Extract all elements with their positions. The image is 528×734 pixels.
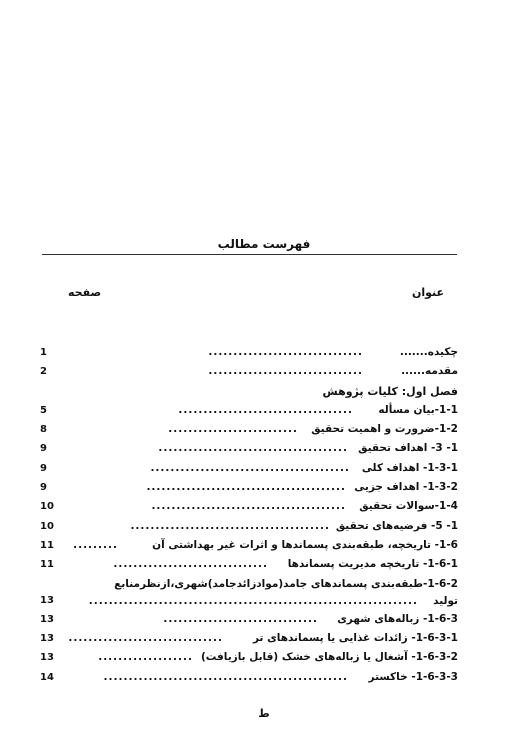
toc-entry-continued (40, 594, 458, 610)
toc-entry (40, 439, 458, 458)
toc-page-number: 9 (40, 462, 47, 474)
toc-leader: .......................... (168, 423, 298, 436)
toc-page-number: 9 (40, 443, 47, 455)
toc-page-number: 13 (40, 633, 54, 645)
toc-label: تولید (433, 594, 458, 607)
toc-entry (40, 610, 458, 629)
toc-leader: ............................... (208, 346, 363, 358)
toc-label: مقدمه...... (401, 365, 458, 378)
toc-entry (40, 555, 458, 574)
toc-leader: ....................................... (151, 500, 346, 513)
toc-entry (40, 478, 458, 497)
toc-label: 1-6-3-2- آشغال یا زباله‌های خشک (قابل بازیافت) (200, 651, 458, 664)
toc-leader: ...................................... (158, 442, 348, 455)
toc-page-number: 8 (40, 424, 47, 436)
page-number-footer: ط (258, 707, 270, 720)
toc-label: 1-6-3-3- خاکستر (368, 670, 458, 683)
toc-leader: ......... (73, 538, 118, 551)
toc-leader: ............................... (163, 612, 318, 625)
toc-entry (40, 459, 458, 478)
toc-leader: ................... (98, 651, 193, 664)
page-title: فهرست مطالب (217, 237, 311, 251)
toc-page-number: 2 (40, 366, 47, 378)
toc-leader: ............................... (68, 632, 223, 645)
toc-label: 1-6-3- زباله‌های شهری (337, 612, 458, 625)
toc-leader: ................................... (178, 403, 353, 416)
toc-page-number: 13 (40, 613, 54, 625)
toc-leader: ........................................ (150, 461, 350, 474)
toc-entry (40, 401, 458, 420)
toc-label: 1-2-ضرورت و اهمیت تحقیق (311, 423, 458, 436)
toc-entry-abstract (40, 343, 458, 362)
toc-entry (40, 517, 458, 536)
toc-label: 1-6-1- تاریخچه مدیریت پسماندها (287, 558, 458, 571)
toc-label: 1-6-3-1- زائدات غذایی یا پسماندهای تر (253, 632, 458, 645)
toc-page-number: 10 (40, 520, 54, 532)
toc-page-number: 11 (40, 539, 54, 551)
toc-entry (40, 648, 458, 667)
toc-page-number: 13 (40, 594, 54, 606)
toc-label: فصل اول: کلیات پژوهش (322, 384, 458, 398)
toc-chapter-heading (40, 382, 458, 401)
toc-page-number: 14 (40, 671, 54, 683)
toc-leader: .................................................................. (88, 594, 418, 607)
toc-entry (40, 575, 458, 594)
toc-leader: ................................................. (103, 670, 348, 683)
toc-page-number: 9 (40, 482, 47, 494)
toc-leader: ............................... (208, 365, 363, 378)
column-header-page: صفحه (68, 286, 102, 299)
toc-page-number: 1 (40, 347, 47, 358)
title-rule (42, 254, 457, 255)
toc-page-number: 10 (40, 501, 54, 513)
toc-entry (40, 629, 458, 648)
toc-label: 1- 3- اهداف تحقیق (358, 442, 458, 455)
toc-label: 1-3-1- اهداف کلی (361, 461, 458, 474)
table-of-contents (40, 343, 458, 687)
toc-leader: ............................... (113, 558, 268, 571)
toc-page-number: 13 (40, 652, 54, 664)
toc-page-number: 5 (40, 404, 47, 416)
toc-entry (40, 497, 458, 516)
toc-label: 1-1-بیان مسأله (378, 403, 458, 416)
toc-entry (40, 420, 458, 439)
toc-leader: ........................................ (130, 519, 330, 532)
toc-label: 1-6- تاریخچه، طبقه‌بندی پسماندها و اثرات غیر بهداشتی آن (152, 538, 458, 551)
toc-label: 1- 5- فرضیه‌های تحقیق (335, 519, 458, 532)
toc-page-number: 11 (40, 559, 54, 571)
toc-label: 1-3-2- اهداف جزیی (354, 481, 458, 494)
toc-label: چکیده....... (399, 346, 458, 358)
toc-entry-introduction (40, 362, 458, 381)
toc-leader: ........................................ (146, 481, 346, 494)
toc-entry (40, 668, 458, 687)
column-header-title: عنوان (411, 286, 444, 299)
toc-label: 1-6-2-طبقه‌بندی پسماندهای جامد(موادزائدجامد)شهری،ازنظرمنابع (114, 577, 458, 590)
toc-entry (40, 536, 458, 555)
toc-label: 1-4-سوالات تحقیق (359, 500, 458, 513)
